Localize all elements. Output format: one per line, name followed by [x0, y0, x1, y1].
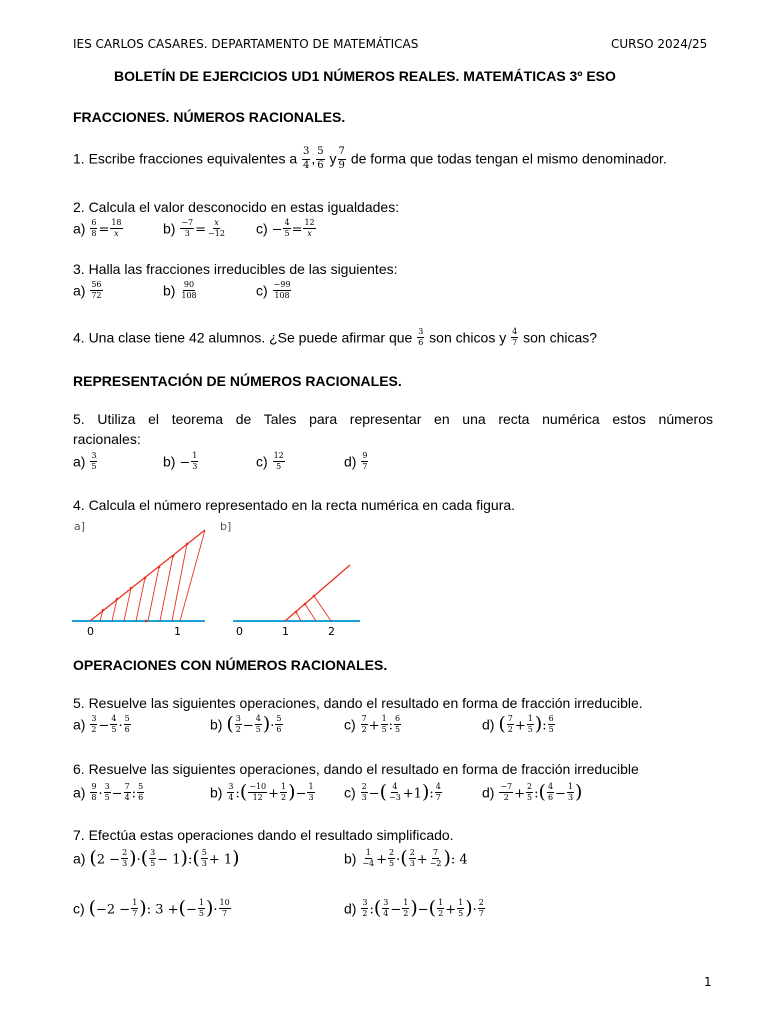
parallel-lines-b — [296, 596, 331, 621]
tick-b-1: 1 — [282, 625, 289, 638]
exercise-7-item-d: d) $\frac{3}{2}$ :( $\frac{3}{4}$ − $\frac{1}{2}$ )−( $\frac{1}{2}$ + $\frac{1}{5}$ )· $\frac{2}{7}$ — [344, 897, 484, 920]
exercise-5-item-d: d) $\frac{9}{7}$ — [344, 451, 368, 472]
exercise-6-item-a: a) $\frac{9}{8}$ · $\frac{3}{5}$ − $\frac{7}{4}$ : $\frac{5}{6}$ — [73, 782, 144, 803]
exercise-2-item-c: c) − $\frac{4}{5}$ = $\frac{12}{\text{𝑥}}$ — [256, 218, 315, 239]
exercise-5b-item-c: c) $\frac{7}{2}$ + $\frac{1}{5}$ : $\frac{6}{5}$ — [344, 714, 401, 735]
exercise-5b-item-a: a) $\frac{3}{2}$ − $\frac{4}{5}$ · $\frac{5}{6}$ — [73, 714, 130, 735]
header-year: CURSO 2024/25 — [611, 37, 708, 51]
fraction: $\frac{7}{9}$ — [338, 146, 345, 171]
exercise-2-items: a) $\frac{6}{8}$ = $\frac{18}{\text{𝑥}}$ — [73, 218, 122, 239]
item-label: a) — [73, 220, 86, 237]
exercise-1-text-a: 1. Escribe fracciones equivalentes a — [73, 150, 302, 167]
exercise-5-item-c: c) $\frac{12}{5}$ — [256, 451, 284, 472]
tick-b-0: 0 — [236, 625, 243, 638]
parallel-lines-a — [100, 530, 205, 621]
tick-b-2: 2 — [328, 625, 335, 638]
thales-diagram — [70, 520, 370, 640]
exercise-3-item-b: b) $\frac{90}{108}$ — [163, 280, 197, 301]
exercise-7-item-a: a) (2 − $\frac{2}{3}$ )·( $\frac{3}{5}$ − 1):( $\frac{5}{3}$ + 1) — [73, 847, 240, 870]
exercise-7-item-c: c) (−2 − $\frac{1}{7}$ ): 3 +(− $\frac{1}{5}$ )· $\frac{10}{7}$ — [73, 897, 230, 920]
item-label: b) — [163, 220, 176, 237]
exercise-1-text-c: de forma que todas tengan el mismo denominador. — [350, 150, 667, 167]
exercise-5b-text: 5. Resuelve las siguientes operaciones, dando el resultado en forma de fracción irreducible. — [73, 695, 643, 711]
exercise-6-item-c: c) $\frac{2}{3}$ −( $\frac{4}{-3}$ +1): $\frac{4}{7}$ — [344, 781, 441, 804]
fraction: $\frac{5}{6}$ — [317, 146, 324, 171]
exercise-1-text-b: y — [329, 150, 337, 167]
exercise-5b-item-d: d) ( $\frac{7}{2}$ + $\frac{1}{5}$ ): $\frac{6}{5}$ — [482, 713, 554, 736]
ray-b — [285, 565, 350, 621]
exercise-5b-item-b: b) ( $\frac{3}{2}$ − $\frac{4}{5}$ )· $\frac{5}{6}$ — [210, 713, 282, 736]
exercise-7-item-b: b) $\frac{1}{-4}$ + $\frac{2}{5}$ ·( $\frac{2}{3}$ + $\frac{7}{-2}$ ): 4 — [344, 847, 468, 870]
exercise-4: 4. Una clase tiene 42 alumnos. ¿Se puede afirmar que $\frac{3}{6}$ son chicos y $\frac{4}{7}$ son chicas? — [73, 327, 598, 348]
fraction: $\frac{3}{4}$ — [303, 146, 310, 171]
tick-a-0: 0 — [87, 625, 94, 638]
exercise-6-item-b: b) $\frac{3}{4}$ :( $\frac{-10}{12}$ + $\frac{1}{2}$ )− $\frac{1}{3}$ — [210, 781, 314, 804]
section-title-representacion: REPRESENTACIÓN DE NÚMEROS RACIONALES. — [73, 373, 402, 389]
exercise-5-line1: 5. Utiliza el teorema de Tales para representar en una recta numérica estos números — [73, 411, 713, 427]
section-title-operaciones: OPERACIONES CON NÚMEROS RACIONALES. — [73, 657, 388, 673]
figure-label-b: b] — [220, 520, 232, 533]
exercise-2-text: 2. Calcula el valor desconocido en estas igualdades: — [73, 199, 400, 215]
exercise-2-item-b: b) $\frac{-7}{3}$ = $\frac{\text{𝑥}}{-12}$ — [163, 218, 225, 239]
header-school: IES CARLOS CASARES. DEPARTAMENTO DE MATEMÁTICAS — [73, 37, 419, 51]
exercise-6-item-d: d) $\frac{-7}{2}$ + $\frac{2}{5}$ :( $\frac{4}{6}$ − $\frac{1}{3}$ ) — [482, 781, 583, 804]
exercise-1: 1. Escribe fracciones equivalentes a $\frac{3}{4}$ , $\frac{5}{6}$ y $\frac{7}{9}$ de forma que todas tengan el mismo denominador. — [73, 146, 667, 171]
exercise-3-text: 3. Halla las fracciones irreducibles de las siguientes: — [73, 261, 398, 277]
page-title: BOLETÍN DE EJERCICIOS UD1 NÚMEROS REALES. MATEMÁTICAS 3º ESO — [114, 68, 616, 84]
exercise-3-item-a: a) $\frac{56}{72}$ — [73, 280, 102, 301]
number-line-figure — [70, 520, 370, 643]
exercise-4b-text: 4. Calcula el número representado en la recta numérica en cada figura. — [73, 497, 516, 513]
figure-label-a: a] — [74, 520, 86, 533]
exercise-3-item-c: c) $\frac{-99}{108}$ — [256, 280, 291, 301]
exercise-5-line2: racionales: — [73, 431, 141, 447]
page-number: 1 — [704, 975, 712, 989]
item-label: c) — [256, 220, 268, 237]
exercise-6-text: 6. Resuelve las siguientes operaciones, dando el resultado en forma de fracción irreducible — [73, 761, 639, 777]
exercise-5-item-a: a) $\frac{3}{5}$ — [73, 451, 97, 472]
exercise-5-item-b: b) − $\frac{1}{3}$ — [163, 451, 198, 472]
section-title-fracciones: FRACCIONES. NÚMEROS RACIONALES. — [73, 109, 346, 125]
tick-a-1: 1 — [174, 625, 181, 638]
exercise-7-text: 7. Efectúa estas operaciones dando el resultado simplificado. — [73, 827, 454, 843]
